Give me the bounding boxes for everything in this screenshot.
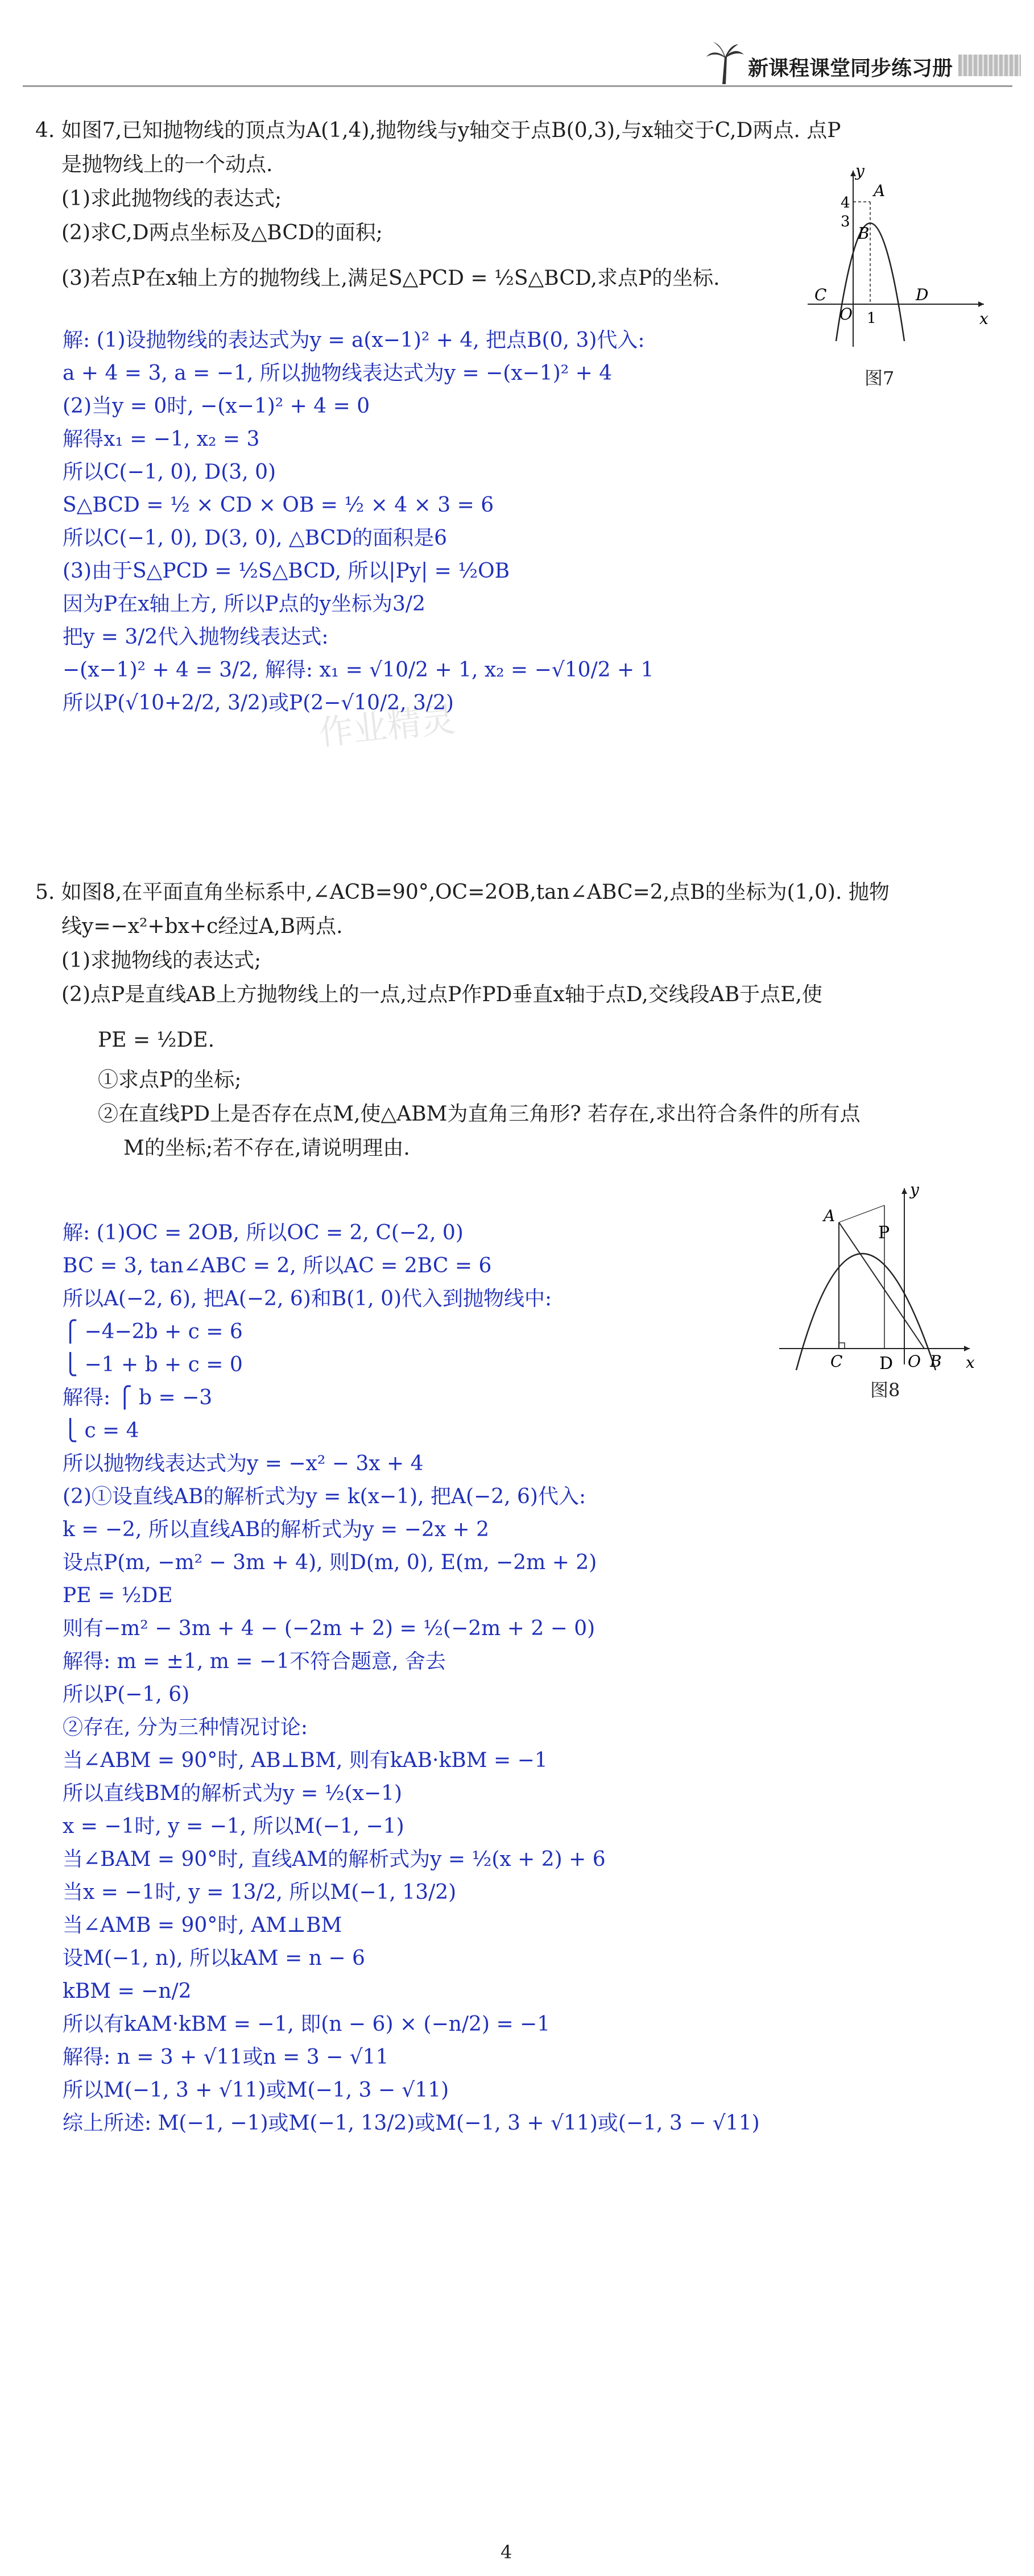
- q4-sol-line: (3)由于S△PCD = ½S△BCD, 所以|Py| = ½OB: [63, 559, 510, 583]
- q5-sol-line: BC = 3, tan∠ABC = 2, 所以AC = 2BC = 6: [63, 1254, 492, 1277]
- q4-line-5: (3)若点P在x轴上方的抛物线上,满足S△PCD = ½S△BCD,求点P的坐标.: [61, 267, 720, 290]
- figure-8: [774, 1183, 978, 1370]
- fig8-label-a: A: [824, 1206, 836, 1225]
- q5-sol-line: (2)①设直线AB的解析式为y = k(x−1), 把A(−2, 6)代入:: [63, 1485, 586, 1508]
- palm-tree-icon: [705, 40, 745, 85]
- header-divider: [23, 85, 1012, 87]
- fig7-label-c: C: [814, 285, 827, 304]
- fig7-label-y: y: [855, 165, 865, 180]
- q4-statement: [35, 114, 841, 296]
- q5-sol-line: k = −2, 所以直线AB的解析式为y = −2x + 2: [63, 1518, 489, 1541]
- q5-sol-line: 设M(−1, n), 所以kAM = n − 6: [63, 1947, 365, 1970]
- figure-7: [796, 165, 990, 352]
- q5-sol-line: 当x = −1时, y = 13/2, 所以M(−1, 13/2): [63, 1881, 457, 1904]
- fig7-tick-1: 1: [867, 310, 876, 327]
- q5-sol-line: 所以A(−2, 6), 把A(−2, 6)和B(1, 0)代入到抛物线中:: [63, 1287, 552, 1310]
- fig8-label-d: D: [879, 1354, 894, 1370]
- q5-sol-line: 所以P(−1, 6): [63, 1683, 190, 1706]
- q4-sol-line: −(x−1)² + 4 = 3/2, 解得: x₁ = √10/2 + 1, x₂ = −√10/2 + 1: [63, 658, 654, 682]
- fig8-label-x: x: [966, 1353, 975, 1370]
- q5-sol-line: 当∠BAM = 90°时, 直线AM的解析式为y = ½(x + 2) + 6: [63, 1848, 606, 1871]
- q5-line-5: PE = ½DE.: [98, 1028, 215, 1052]
- q4-line-1: 4. 如图7,已知抛物线的顶点为A(1,4),抛物线与y轴交于点B(0,3),与x轴交于C,D两点. 点P: [35, 119, 841, 142]
- q5-sol-line: kBM = −n/2: [63, 1980, 192, 2003]
- q4-sol-line: (2)当y = 0时, −(x−1)² + 4 = 0: [63, 395, 370, 418]
- q4-sol-line: 所以C(−1, 0), D(3, 0): [63, 461, 276, 484]
- fig8-label-y: y: [910, 1183, 919, 1199]
- q4-sol-line: 所以C(−1, 0), D(3, 0), △BCD的面积是6: [63, 526, 448, 550]
- page-number: 4: [501, 2541, 512, 2563]
- q5-line-2: 线y=−x²+bx+c经过A,B两点.: [61, 915, 343, 938]
- q5-sol-line: 设点P(m, −m² − 3m + 4), 则D(m, 0), E(m, −2m + 2): [63, 1551, 597, 1574]
- q5-sol-line: x = −1时, y = −1, 所以M(−1, −1): [63, 1815, 404, 1838]
- watermark: 作业精灵: [317, 699, 457, 754]
- header-decor-bar: [958, 55, 1021, 76]
- q5-sol-line: 解得: m = ±1, m = −1不符合题意, 舍去: [63, 1650, 446, 1673]
- q5-sol-line: 所以抛物线表达式为y = −x² − 3x + 4: [63, 1452, 424, 1475]
- q4-sol-line: a + 4 = 3, a = −1, 所以抛物线表达式为y = −(x−1)² + 4: [63, 362, 613, 385]
- fig7-label-x: x: [979, 309, 988, 328]
- q4-solution: [63, 324, 654, 720]
- q5-sol-line: ⎩ c = 4: [63, 1419, 139, 1442]
- q5-sol-line: 当∠ABM = 90°时, AB⊥BM, 则有kAB·kBM = −1: [63, 1749, 548, 1772]
- fig7-tick-3: 3: [841, 213, 850, 230]
- fig7-tick-4: 4: [841, 194, 850, 211]
- q4-line-2: 是抛物线上的一个动点.: [61, 153, 273, 176]
- figure-7-caption: 图7: [865, 367, 895, 389]
- fig8-label-p: P: [878, 1223, 890, 1243]
- fig7-label-o: O: [839, 305, 853, 323]
- q4-sol-line: 解得x₁ = −1, x₂ = 3: [63, 428, 260, 451]
- q5-sol-line: 所以有kAM·kBM = −1, 即(n − 6) × (−n/2) = −1: [63, 2013, 551, 2036]
- fig7-label-b: B: [858, 224, 870, 243]
- q5-sol-line: 所以M(−1, 3 + √11)或M(−1, 3 − √11): [63, 2079, 449, 2102]
- q4-sol-line: S△BCD = ½ × CD × OB = ½ × 4 × 3 = 6: [63, 493, 494, 517]
- q5-sol-line: 解得: n = 3 + √11或n = 3 − √11: [63, 2046, 389, 2069]
- q5-line-8: M的坐标;若不存在,请说明理由.: [123, 1136, 410, 1160]
- q4-line-4: (2)求C,D两点坐标及△BCD的面积;: [61, 221, 383, 244]
- fig8-label-c: C: [830, 1352, 843, 1370]
- header-title: 新课程课堂同步练习册: [748, 57, 953, 80]
- fig7-label-d: D: [916, 285, 929, 304]
- q5-sol-line: ⎩ −1 + b + c = 0: [63, 1353, 243, 1376]
- q5-sol-line: 当∠AMB = 90°时, AM⊥BM: [63, 1914, 342, 1937]
- q5-sol-line: PE = ½DE: [63, 1584, 173, 1607]
- page-header: [0, 0, 1034, 97]
- q4-sol-line: 把y = 3/2代入抛物线表达式:: [63, 625, 329, 649]
- fig7-label-a: A: [874, 181, 886, 200]
- q5-solution: [63, 1217, 760, 2140]
- fig8-label-b: B: [930, 1352, 942, 1370]
- q4-sol-line: 解: (1)设抛物线的表达式为y = a(x−1)² + 4, 把点B(0, 3)代入:: [63, 329, 645, 352]
- q5-sol-line: 解: (1)OC = 2OB, 所以OC = 2, C(−2, 0): [63, 1221, 464, 1245]
- figure-8-caption: 图8: [870, 1379, 900, 1401]
- q5-sol-line: 则有−m² − 3m + 4 − (−2m + 2) = ½(−2m + 2 − 0): [63, 1617, 595, 1640]
- q4-sol-line: 所以P(√10+2/2, 3/2)或P(2−√10/2, 3/2): [63, 691, 454, 715]
- q5-sol-line: 所以直线BM的解析式为y = ½(x−1): [63, 1782, 403, 1805]
- q5-line-3: (1)求抛物线的表达式;: [61, 949, 262, 972]
- q4-line-3: (1)求此抛物线的表达式;: [61, 187, 282, 210]
- q5-sol-line: 解得: ⎧ b = −3: [63, 1386, 213, 1409]
- q5-sol-line: ②存在, 分为三种情况讨论:: [63, 1716, 308, 1739]
- q5-sol-line: ⎧ −4−2b + c = 6: [63, 1320, 243, 1343]
- q5-line-1: 5. 如图8,在平面直角坐标系中,∠ACB=90°,OC=2OB,tan∠ABC=2,点B的坐标为(1,0). 抛物: [35, 881, 890, 904]
- q5-line-6: ①求点P的坐标;: [98, 1068, 242, 1092]
- q4-sol-line: 因为P在x轴上方, 所以P点的y坐标为3/2: [63, 592, 425, 616]
- q5-sol-line: 综上所述: M(−1, −1)或M(−1, 13/2)或M(−1, 3 + √11)或(−1, 3 − √11): [63, 2112, 760, 2135]
- fig8-label-o: O: [908, 1352, 921, 1370]
- q5-line-7: ②在直线PD上是否存在点M,使△ABM为直角三角形? 若存在,求出符合条件的所有点: [98, 1102, 861, 1126]
- q5-line-4: (2)点P是直线AB上方抛物线上的一点,过点P作PD垂直x轴于点D,交线段AB于点E,使: [61, 983, 822, 1006]
- q5-statement: [35, 876, 890, 1165]
